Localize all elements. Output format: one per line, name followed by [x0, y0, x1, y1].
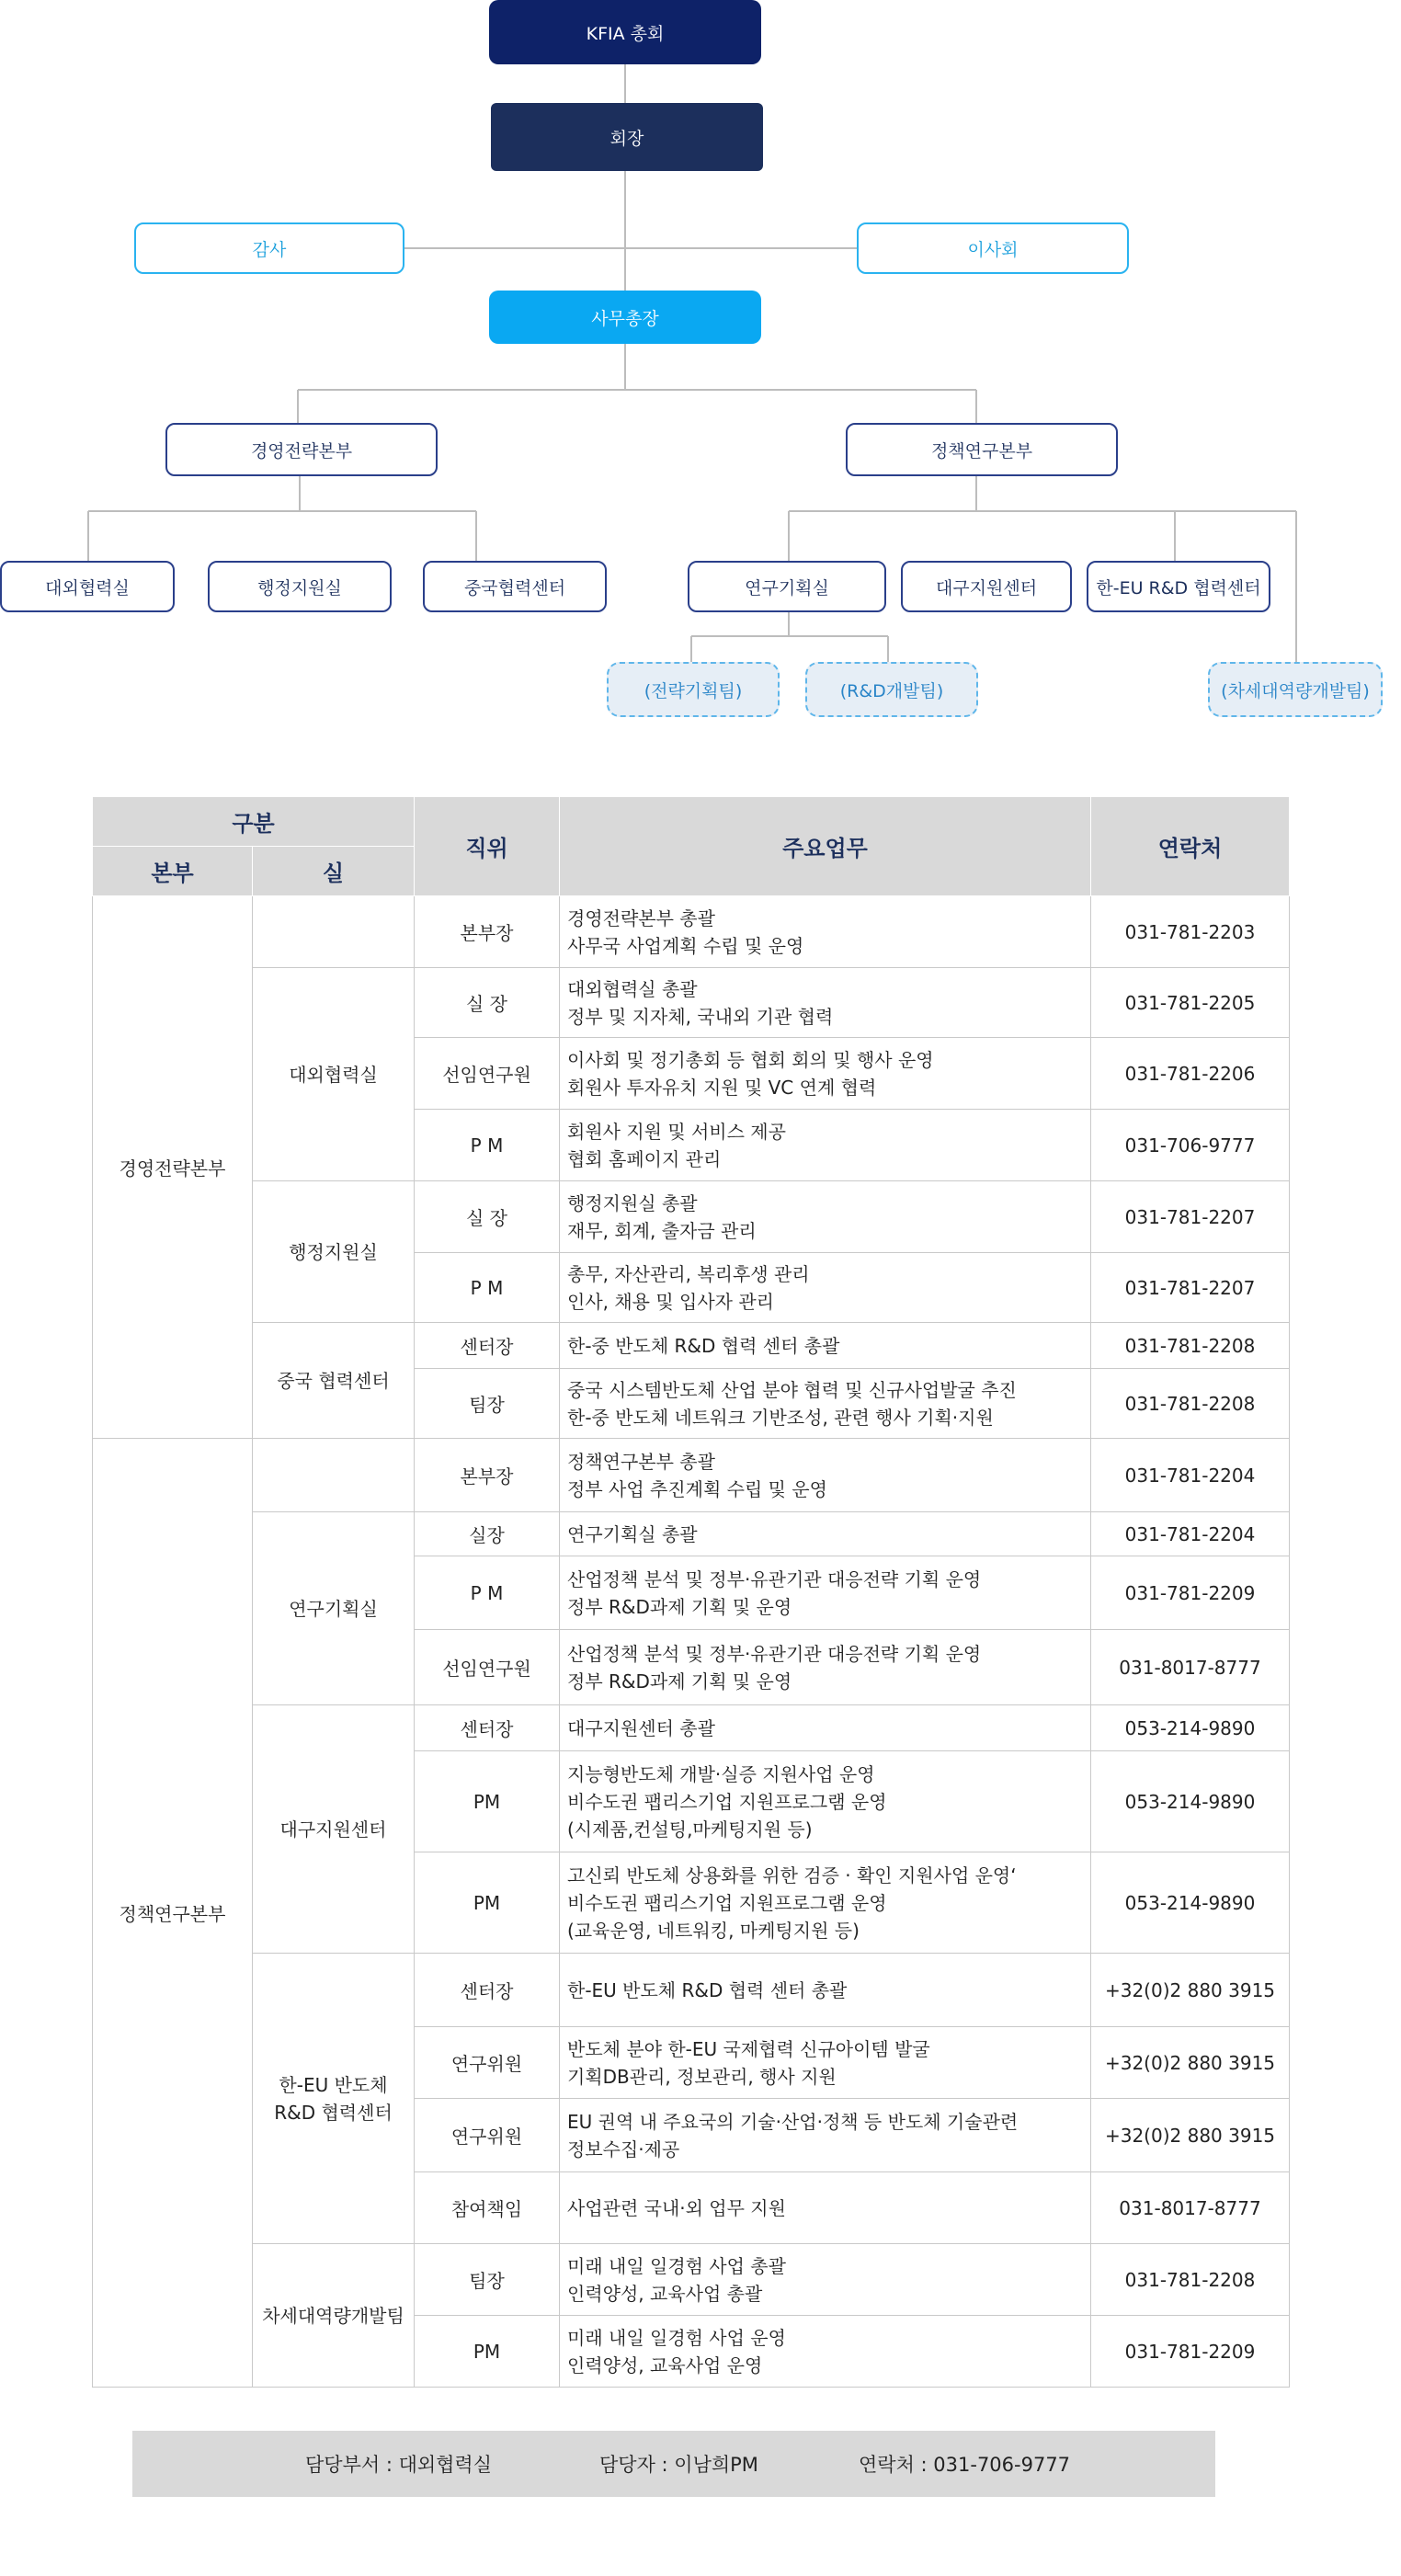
duty-line: 산업정책 분석 및 정부·유관기관 대응전략 기획 운영 [567, 1642, 982, 1665]
position-cell: 본부장 [415, 1439, 560, 1512]
duty-line: 한-중 반도체 네트워크 기반조성, 관련 행사 기획·지원 [567, 1406, 994, 1429]
header-position: 직위 [415, 797, 560, 896]
table-row [93, 1323, 1290, 1369]
office-cell: 중국 협력센터 [253, 1323, 415, 1439]
position-cell: 센터장 [415, 1323, 560, 1369]
node-unit-external: 대외협력실 [0, 561, 175, 612]
node-hq-policy: 정책연구본부 [846, 423, 1118, 476]
node-team-rnd: (R&D개발팀) [805, 662, 978, 717]
duty-line: 인사, 채용 및 입사자 관리 [567, 1290, 774, 1313]
duty-line: 고신뢰 반도체 상용화를 위한 검증 · 확인 지원사업 운영‘ [567, 1864, 1017, 1886]
contact-cell: 031-781-2204 [1091, 1512, 1290, 1556]
position-cell: PM [415, 1751, 560, 1852]
duties-cell [560, 2316, 1091, 2388]
division-cell: 경영전략본부 [93, 896, 253, 1439]
duties-cell [560, 1705, 1091, 1751]
duties-cell [560, 968, 1091, 1038]
node-unit-daegu: 대구지원센터 [901, 561, 1072, 612]
contact-cell: +32(0)2 880 3915 [1091, 1954, 1290, 2027]
node-secretary-general: 사무총장 [489, 291, 761, 344]
duties-cell [560, 2099, 1091, 2172]
footer-phone: 연락처 : 031-706-9777 [859, 2454, 1071, 2476]
contact-cell: 031-8017-8777 [1091, 2172, 1290, 2244]
position-cell: P M [415, 1556, 560, 1630]
contact-cell: 031-781-2208 [1091, 1369, 1290, 1439]
header-contact: 연락처 [1091, 797, 1290, 896]
footer-dept: 담당부서 : 대외협력실 [305, 2454, 492, 2476]
duty-line: 정부 R&D과제 기획 및 운영 [567, 1595, 792, 1618]
node-chairman: 회장 [491, 103, 763, 171]
contact-cell: 053-214-9890 [1091, 1852, 1290, 1954]
duty-line: 지능형반도체 개발·실증 지원사업 운영 [567, 1762, 875, 1785]
duty-line: (교육운영, 네트워킹, 마케팅지원 등) [567, 1919, 860, 1942]
duties-cell [560, 1512, 1091, 1556]
office-cell: 행정지원실 [253, 1181, 415, 1323]
node-board: 이사회 [857, 222, 1129, 274]
duty-line: 정보수집·제공 [567, 2137, 680, 2160]
organization-table [92, 796, 1290, 2388]
duty-line: 연구기획실 총괄 [567, 1522, 698, 1545]
division-cell: 정책연구본부 [93, 1439, 253, 2388]
contact-cell: 031-781-2207 [1091, 1253, 1290, 1323]
header-office: 실 [253, 847, 415, 896]
node-unit-admin: 행정지원실 [208, 561, 392, 612]
duty-line: 한-중 반도체 R&D 협력 센터 총괄 [567, 1334, 840, 1357]
duties-cell [560, 1369, 1091, 1439]
node-unit-china: 중국협력센터 [423, 561, 607, 612]
position-cell: 센터장 [415, 1705, 560, 1751]
office-cell: 대구지원센터 [253, 1705, 415, 1954]
contact-cell: 031-781-2203 [1091, 896, 1290, 968]
position-cell: 팀장 [415, 2244, 560, 2316]
contact-cell: 031-781-2209 [1091, 1556, 1290, 1630]
table-row [93, 896, 1290, 968]
node-team-strategy: (전략기획팀) [607, 662, 780, 717]
contact-cell: 031-781-2208 [1091, 1323, 1290, 1369]
duty-line: 총무, 자산관리, 복리후생 관리 [567, 1262, 810, 1285]
duty-line: 정부 R&D과제 기획 및 운영 [567, 1670, 792, 1693]
duty-line: EU 권역 내 주요국의 기술·산업·정책 등 반도체 기술관련 [567, 2110, 1019, 2133]
duty-line: 미래 내일 일경험 사업 총괄 [567, 2254, 786, 2277]
duties-cell [560, 1181, 1091, 1253]
office-cell: 대외협력실 [253, 968, 415, 1181]
table-row [93, 968, 1290, 1038]
position-cell: P M [415, 1253, 560, 1323]
office-cell: 한-EU 반도체 R&D 협력센터 [253, 1954, 415, 2244]
duty-line: 기획DB관리, 정보관리, 행사 지원 [567, 2065, 837, 2088]
office-cell [253, 1439, 415, 1512]
duty-line: 경영전략본부 총괄 [567, 906, 715, 929]
contact-cell: +32(0)2 880 3915 [1091, 2099, 1290, 2172]
office-cell [253, 896, 415, 968]
node-audit: 감사 [134, 222, 404, 274]
position-cell: 참여책임 [415, 2172, 560, 2244]
duty-line: 미래 내일 일경험 사업 운영 [567, 2326, 786, 2349]
duty-line: 한-EU 반도체 R&D 협력 센터 총괄 [567, 1978, 848, 2001]
duties-cell [560, 2027, 1091, 2099]
duty-line: 대외협력실 총괄 [567, 977, 698, 1000]
duties-cell [560, 1852, 1091, 1954]
header-duties: 주요업무 [560, 797, 1091, 896]
duties-cell [560, 2172, 1091, 2244]
duties-cell [560, 1253, 1091, 1323]
position-cell: 센터장 [415, 1954, 560, 2027]
duty-line: 중국 시스템반도체 산업 분야 협력 및 신규사업발굴 추진 [567, 1378, 1017, 1401]
table-row [93, 1954, 1290, 2027]
node-unit-korea-eu: 한-EU R&D 협력센터 [1087, 561, 1270, 612]
position-cell: 연구위원 [415, 2099, 560, 2172]
contact-cell: 031-781-2208 [1091, 2244, 1290, 2316]
position-cell: 실장 [415, 1512, 560, 1556]
table-row [93, 2244, 1290, 2316]
duty-line: 반도체 분야 한-EU 국제협력 신규아이템 발굴 [567, 2037, 930, 2060]
position-cell: 연구위원 [415, 2027, 560, 2099]
node-team-next-gen: (차세대역량개발팀) [1208, 662, 1383, 717]
contact-cell: 031-706-9777 [1091, 1110, 1290, 1181]
table-row [93, 1181, 1290, 1253]
duty-line: 협회 홈페이지 관리 [567, 1147, 722, 1170]
contact-cell: 031-781-2207 [1091, 1181, 1290, 1253]
duty-line: 산업정책 분석 및 정부·유관기관 대응전략 기획 운영 [567, 1567, 982, 1590]
position-cell: 팀장 [415, 1369, 560, 1439]
contact-cell: 031-781-2209 [1091, 2316, 1290, 2388]
contact-cell: 031-781-2204 [1091, 1439, 1290, 1512]
duty-line: 비수도권 팹리스기업 지원프로그램 운영 [567, 1790, 887, 1813]
duties-cell [560, 1038, 1091, 1110]
duty-line: 인력양성, 교육사업 운영 [567, 2354, 763, 2377]
office-cell: 차세대역량개발팀 [253, 2244, 415, 2388]
duties-cell [560, 1630, 1091, 1705]
contact-cell: +32(0)2 880 3915 [1091, 2027, 1290, 2099]
footer-person: 담당자 : 이남희PM [599, 2454, 758, 2476]
contact-cell: 031-781-2206 [1091, 1038, 1290, 1110]
contact-cell: 053-214-9890 [1091, 1705, 1290, 1751]
contact-cell: 053-214-9890 [1091, 1751, 1290, 1852]
header-category: 구분 [93, 797, 415, 847]
duties-cell [560, 896, 1091, 968]
duties-cell [560, 1323, 1091, 1369]
duties-cell [560, 1751, 1091, 1852]
duty-line: 인력양성, 교육사업 총괄 [567, 2282, 763, 2305]
duty-line: 정책연구본부 총괄 [567, 1450, 715, 1473]
header-division: 본부 [93, 847, 253, 896]
node-general-assembly: KFIA 총회 [489, 0, 761, 64]
position-cell: 선임연구원 [415, 1038, 560, 1110]
duty-line: (시제품,컨설팅,마케팅지원 등) [567, 1818, 813, 1841]
duty-line: 회원사 지원 및 서비스 제공 [567, 1120, 786, 1143]
duty-line: 대구지원센터 총괄 [567, 1716, 715, 1739]
duties-cell [560, 1954, 1091, 2027]
position-cell: P M [415, 1110, 560, 1181]
position-cell: PM [415, 1852, 560, 1954]
contact-cell: 031-781-2205 [1091, 968, 1290, 1038]
table-row [93, 1439, 1290, 1512]
office-cell: 연구기획실 [253, 1512, 415, 1705]
node-hq-strategy: 경영전략본부 [165, 423, 438, 476]
duty-line: 회원사 투자유치 지원 및 VC 연계 협력 [567, 1076, 877, 1099]
duties-cell [560, 1556, 1091, 1630]
position-cell: 본부장 [415, 896, 560, 968]
duties-cell [560, 2244, 1091, 2316]
duty-line: 사업관련 국내·외 업무 지원 [567, 2196, 786, 2219]
duty-line: 사무국 사업계획 수립 및 운영 [567, 934, 804, 957]
position-cell: 선임연구원 [415, 1630, 560, 1705]
duty-line: 재무, 회계, 출자금 관리 [567, 1219, 757, 1242]
table-row [93, 1705, 1290, 1751]
table-row [93, 1512, 1290, 1556]
duties-cell [560, 1439, 1091, 1512]
contact-footer [132, 2431, 1215, 2497]
contact-cell: 031-8017-8777 [1091, 1630, 1290, 1705]
duty-line: 이사회 및 정기총회 등 협회 회의 및 행사 운영 [567, 1048, 934, 1071]
duty-line: 정부 사업 추진계획 수립 및 운영 [567, 1477, 827, 1500]
position-cell: 실 장 [415, 968, 560, 1038]
duties-cell [560, 1110, 1091, 1181]
position-cell: PM [415, 2316, 560, 2388]
position-cell: 실 장 [415, 1181, 560, 1253]
duty-line: 행정지원실 총괄 [567, 1191, 698, 1214]
node-unit-research-planning: 연구기획실 [688, 561, 886, 612]
duty-line: 비수도권 팹리스기업 지원프로그램 운영 [567, 1891, 887, 1914]
duty-line: 정부 및 지자체, 국내외 기관 협력 [567, 1005, 834, 1028]
